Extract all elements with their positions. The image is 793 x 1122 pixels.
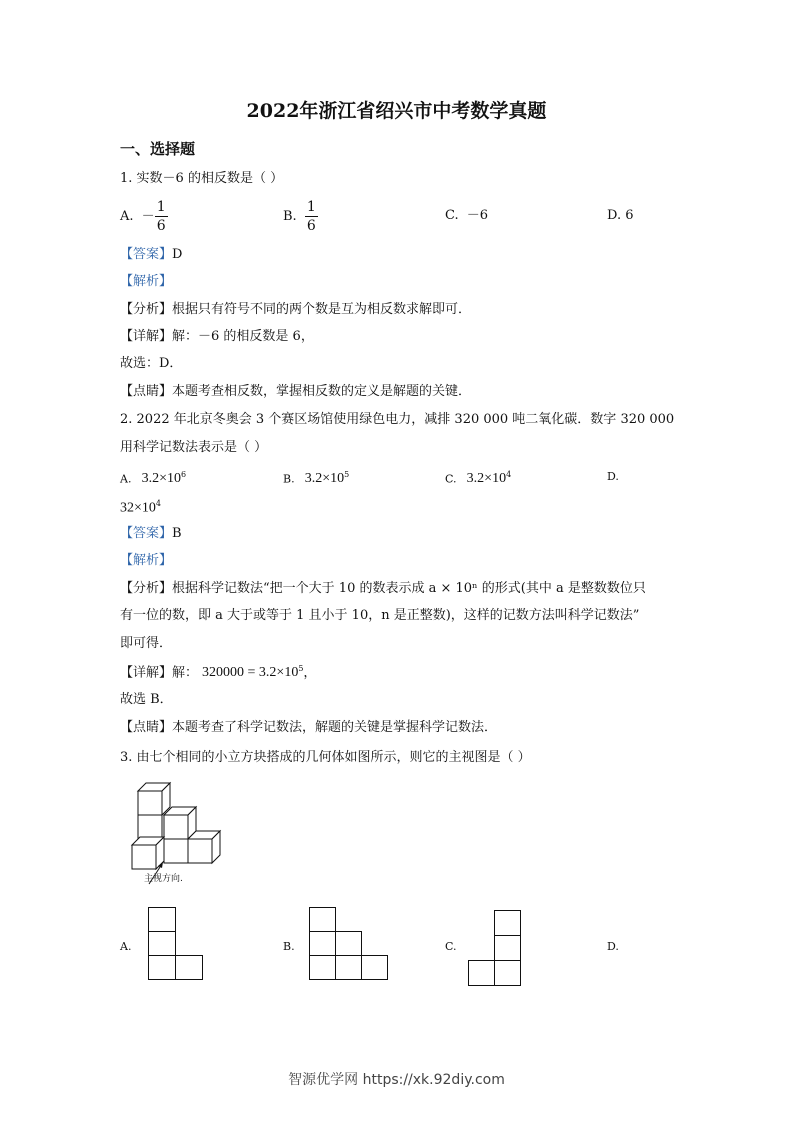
- q1-option-c-label: C.: [445, 208, 459, 223]
- q2-stem-line2: 用科学记数法表示是（ ）: [120, 440, 268, 455]
- section-heading: 一、选择题: [120, 140, 196, 158]
- q1-option-b-fraction: [305, 198, 318, 235]
- fraction-denominator: 6: [306, 218, 316, 234]
- q2-option-c: [445, 470, 511, 488]
- q1-option-d: D. 6: [607, 208, 634, 223]
- q3-stem: 3. 由七个相同的小立方块搭成的几何体如图所示，则它的主视图是（ ）: [120, 750, 531, 765]
- fenxi-tag: 【分析】: [120, 302, 173, 317]
- option-label: B.: [283, 472, 295, 486]
- fraction-denominator: 6: [156, 218, 166, 234]
- answer-tag: 【答案】: [120, 526, 173, 541]
- option-label: A.: [120, 472, 132, 486]
- q1-option-a-sign: －: [141, 208, 155, 224]
- dianjing-text: 本题考查了科学记数法，解题的关键是掌握科学记数法．: [172, 720, 498, 735]
- option-exponent: 4: [506, 470, 512, 479]
- q2-option-b: [283, 470, 349, 488]
- q2-option-d-label: D.: [607, 470, 619, 483]
- q2-choice: 故选 B．: [120, 692, 173, 707]
- option-math: 3.2×10: [466, 471, 507, 487]
- q1-xiangjie: [120, 329, 314, 345]
- xiangjie-suffix: ，: [303, 665, 317, 681]
- q3-option-b-label: B.: [283, 940, 295, 953]
- q3-option-b-figure: [309, 907, 389, 981]
- q1-option-c-text: －6: [466, 208, 489, 223]
- q2-option-a: [120, 470, 186, 488]
- q1-dianjing: [120, 384, 471, 400]
- q2-fenxi-line3: 即可得．: [120, 636, 173, 651]
- fraction-numerator: 1: [306, 199, 316, 215]
- q3-option-a-figure: [148, 907, 204, 981]
- option-exponent: 4: [155, 499, 161, 508]
- xiangjie-tag: 【详解】: [120, 329, 173, 344]
- option-exponent: 5: [344, 470, 350, 479]
- q1-option-a-label: A.: [120, 209, 134, 224]
- q2-xiangjie: [120, 664, 316, 682]
- xiangjie-text: 解：－6 的相反数是 6，: [172, 329, 314, 344]
- dianjing-text: 本题考查相反数，掌握相反数的定义是解题的关键．: [172, 384, 472, 399]
- xiangjie-exponent: 5: [298, 664, 304, 673]
- q1-choice: 故选：D．: [120, 356, 183, 371]
- answer-tag: 【答案】: [120, 247, 173, 262]
- q1-analysis-tag: 【解析】: [120, 274, 173, 289]
- option-exponent: 6: [181, 470, 187, 479]
- q3-option-c-label: C.: [445, 940, 457, 953]
- q1-option-a: [120, 198, 168, 235]
- fenxi-tag: 【分析】: [120, 581, 173, 596]
- q2-analysis-tag: 【解析】: [120, 553, 173, 568]
- q2-stem-line1: 2. 2022 年北京冬奥会 3 个赛区场馆使用绿色电力，减排 320 000 吨二氧化碳．数字 320 000: [120, 412, 675, 427]
- option-math: 3.2×10: [141, 471, 181, 487]
- q1-stem: 1. 实数－6 的相反数是（ ）: [120, 171, 284, 186]
- q1-option-b-label: B.: [283, 209, 297, 224]
- footer-watermark: 智源优学网 https://xk.92diy.com: [288, 1072, 505, 1088]
- q3-option-a-label: A.: [120, 940, 132, 953]
- q1-option-a-fraction: [155, 198, 168, 235]
- view-direction-caption: 主视方向.: [144, 874, 183, 884]
- option-math: 32×10: [120, 500, 156, 516]
- q2-dianjing: [120, 720, 497, 736]
- q1-option-b: [283, 198, 318, 235]
- q1-fenxi: [120, 302, 471, 318]
- xiangjie-tag: 【详解】: [120, 665, 173, 681]
- answer-value: D: [172, 247, 183, 262]
- dianjing-tag: 【点睛】: [120, 720, 173, 735]
- dianjing-tag: 【点睛】: [120, 384, 173, 399]
- q2-fenxi-line1: [120, 581, 646, 597]
- fenxi-text: 根据只有符号不同的两个数是互为相反数求解即可．: [172, 302, 472, 317]
- option-math: 3.2×10: [304, 471, 345, 487]
- q2-option-d: [120, 499, 161, 517]
- q1-answer: [120, 247, 182, 263]
- xiangjie-math: 320000 = 3.2×10: [202, 665, 299, 681]
- q2-fenxi-line2: 有一位的数，即 a 大于或等于 1 且小于 10，n 是正整数)，这样的记数方法叫科学记数法”: [120, 608, 640, 623]
- option-label: C.: [445, 472, 457, 486]
- q1-option-c: [445, 208, 488, 224]
- fraction-numerator: 1: [156, 199, 166, 215]
- xiangjie-prefix: 解：: [172, 665, 199, 681]
- answer-value: B: [172, 526, 182, 541]
- q2-answer: [120, 526, 182, 542]
- fenxi-text: 根据科学记数法“把一个大于 10 的数表示成 a × 10ⁿ 的形式(其中 a 是整数数位只: [172, 581, 646, 596]
- page-title: 2022年浙江省绍兴市中考数学真题: [246, 100, 547, 122]
- q3-option-c-figure: [467, 910, 523, 986]
- q3-option-d-label: D.: [607, 940, 619, 953]
